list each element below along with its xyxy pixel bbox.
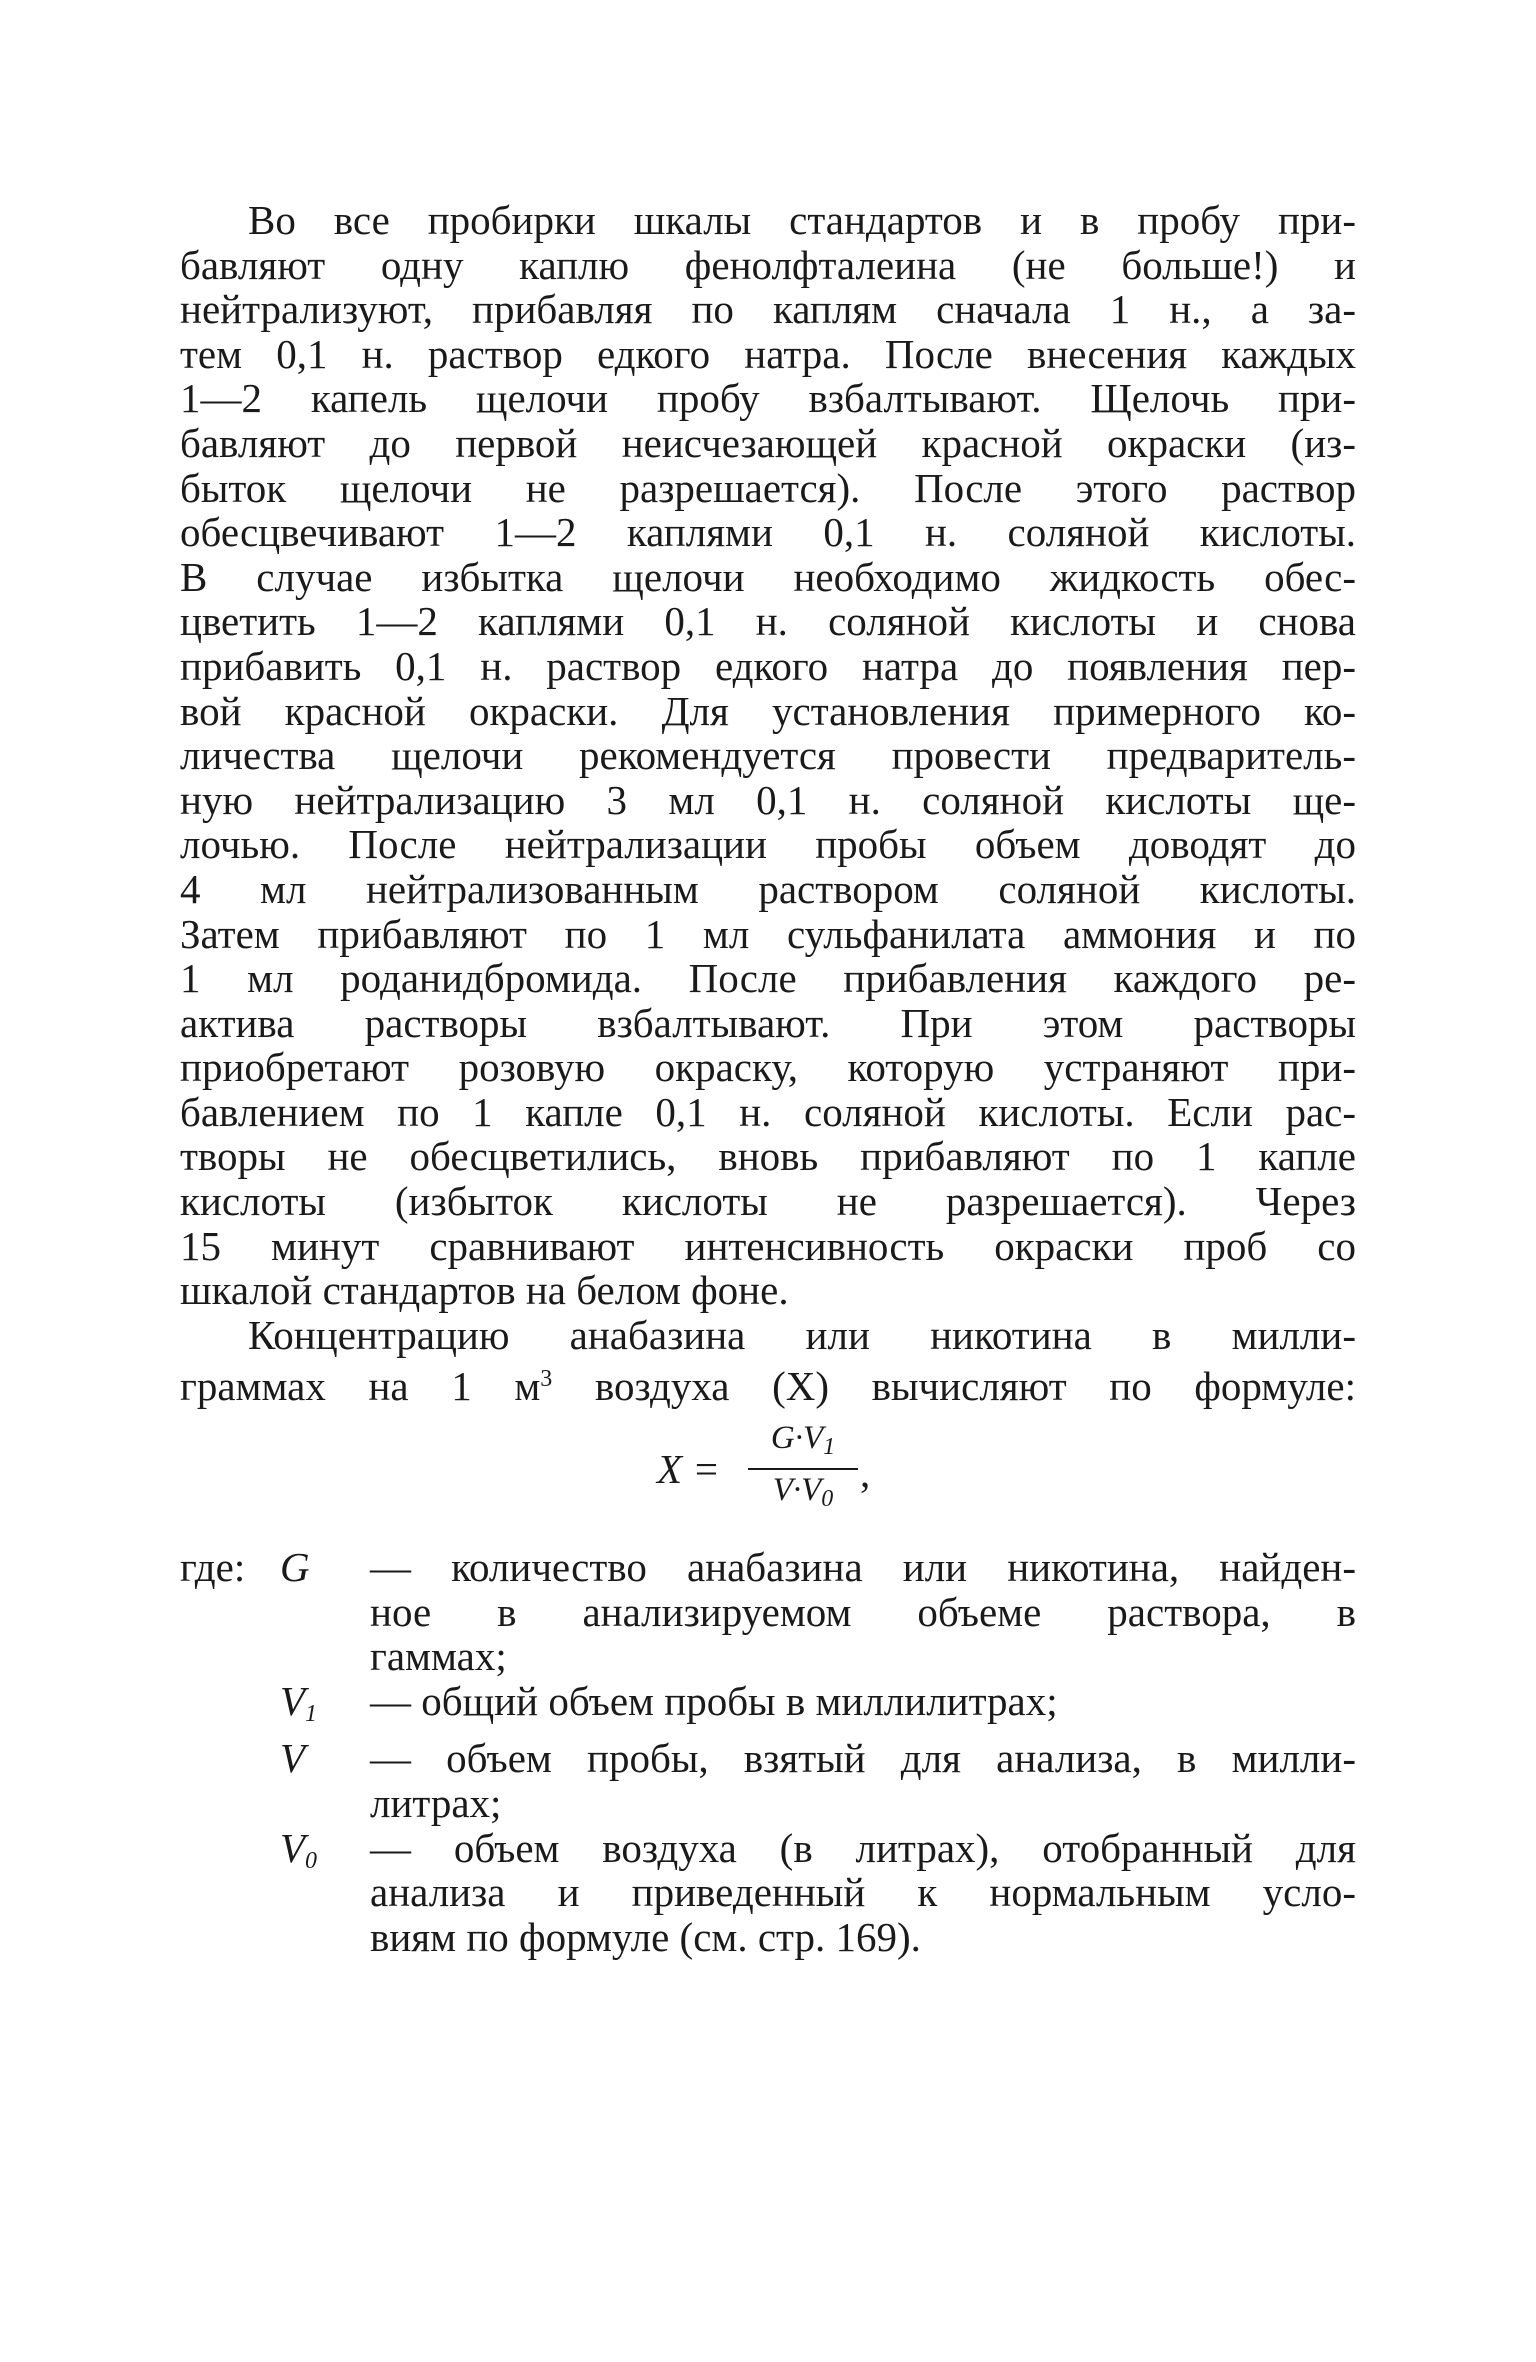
definition-item xyxy=(180,1679,1356,1737)
definition-symbol xyxy=(280,1545,370,1590)
symbol-letter: V xyxy=(280,1824,306,1871)
denominator-subscript: 0 xyxy=(821,1486,834,1513)
text-line: цветить 1—2 каплями 0,1 н. соляной кислоты и снова xyxy=(180,598,1356,645)
definition-symbol xyxy=(280,1679,370,1737)
symbol-letter: G xyxy=(280,1544,310,1591)
text-line: В случае избытка щелочи необходимо жидкость обес- xyxy=(180,553,1356,600)
text-line: 1—2 капель щелочи пробу взбалтывают. Щелочь при- xyxy=(180,375,1356,422)
text-line: бавляют до первой неисчезающей красной окраски (из- xyxy=(180,419,1356,466)
text-line: обесцвечивают 1—2 каплями 0,1 н. соляной кислоты. xyxy=(180,509,1356,556)
definition-line: — объем пробы, взятый для анализа, в милли- xyxy=(370,1735,1356,1782)
formula-comma: , xyxy=(860,1450,871,1497)
text-line: Во все пробирки шкалы стандартов и в пробу при- xyxy=(248,197,1356,243)
text-line xyxy=(180,1357,1356,1409)
definition-text xyxy=(370,1545,1356,1679)
text-line: лочью. После нейтрализации пробы объем доводят до xyxy=(180,821,1356,868)
formula-lhs: X = xyxy=(657,1446,720,1493)
where-label: где: xyxy=(180,1544,246,1591)
definition-text xyxy=(370,1736,1356,1825)
numerator-subscript: 1 xyxy=(823,1434,836,1461)
symbol-letter: V xyxy=(280,1677,306,1724)
definition-text xyxy=(370,1679,1356,1724)
superscript: 3 xyxy=(540,1366,553,1393)
text-line: ную нейтрализацию 3 мл 0,1 н. соляной кислоты ще- xyxy=(180,776,1356,823)
definition-line: — объем воздуха (в литрах), отобранный для xyxy=(370,1824,1356,1871)
text-line: шкалой стандартов на белом фоне. xyxy=(180,1267,789,1314)
formula-numerator xyxy=(748,1419,858,1470)
definition-symbol xyxy=(280,1736,370,1781)
formula-denominator xyxy=(748,1470,858,1519)
page-content xyxy=(180,198,1356,1959)
text-line: 1 мл роданидбромида. После прибавления каждого ре- xyxy=(180,955,1356,1002)
denominator-text: V·V xyxy=(772,1472,822,1509)
text-fragment: граммах на 1 м xyxy=(180,1363,541,1410)
text-line: прибавить 0,1 н. раствор едкого натра до появления пер- xyxy=(180,642,1356,689)
text-line: вой красной окраски. Для установления примерного ко- xyxy=(180,687,1356,734)
text-line: личества щелочи рекомендуется провести предваритель- xyxy=(180,732,1356,779)
definition-item xyxy=(180,1826,1356,1960)
numerator-text: G·V xyxy=(770,1420,824,1457)
definition-line: — количество анабазина или никотина, найден- xyxy=(370,1544,1356,1591)
text-line: приобретают розовую окраску, которую устраняют при- xyxy=(180,1044,1356,1091)
definition-symbol xyxy=(280,1826,370,1884)
text-line: 4 мл нейтрализованным раствором соляной кислоты. xyxy=(180,865,1356,912)
text-line: актива растворы взбалтывают. При этом растворы xyxy=(180,999,1356,1046)
text-line: кислоты (избыток кислоты не разрешается). Через xyxy=(180,1178,1356,1225)
text-line: быток щелочи не разрешается). После этого раствор xyxy=(180,464,1356,511)
symbol-letter: V xyxy=(280,1735,306,1782)
text-line: тем 0,1 н. раствор едкого натра. После внесения каждых xyxy=(180,330,1356,377)
definition-line: виям по формуле (см. стр. 169). xyxy=(370,1913,921,1960)
definition-item xyxy=(180,1545,1356,1679)
text-line: бавляют одну каплю фенолфталеина (не больше!) и xyxy=(180,241,1356,288)
text-line: нейтрализуют, прибавляя по каплям сначала 1 н., а за- xyxy=(180,286,1356,333)
definitions-list xyxy=(180,1545,1356,1959)
definition-text xyxy=(370,1826,1356,1960)
text-fragment: воздуха (X) вычисляют по формуле: xyxy=(552,1363,1356,1410)
definition-line: — общий объем пробы в миллилитрах; xyxy=(370,1677,1058,1724)
symbol-subscript: 0 xyxy=(305,1847,318,1874)
paragraph-procedure xyxy=(180,198,1356,1313)
text-line: бавлением по 1 капле 0,1 н. соляной кислоты. Если рас- xyxy=(180,1088,1356,1135)
definition-line: анализа и приведенный к нормальным усло- xyxy=(370,1869,1356,1916)
text-line: 15 минут сравнивают интенсивность окраски проб со xyxy=(180,1222,1356,1269)
text-line: Затем прибавляют по 1 мл сульфанилата аммония и по xyxy=(180,910,1356,957)
definition-item xyxy=(180,1736,1356,1825)
definition-line: ное в анализируемом объеме раствора, в xyxy=(370,1588,1356,1635)
definition-line: литрах; xyxy=(370,1780,502,1826)
text-line: Концентрацию анабазина или никотина в милли- xyxy=(248,1311,1356,1358)
text-line: творы не обесцветились, вновь прибавляют по 1 капле xyxy=(180,1133,1356,1180)
symbol-subscript: 1 xyxy=(305,1700,318,1727)
formula xyxy=(180,1419,1356,1527)
definition-line: гаммах; xyxy=(370,1633,507,1680)
paragraph-concentration xyxy=(180,1313,1356,1409)
formula-fraction xyxy=(748,1419,858,1519)
